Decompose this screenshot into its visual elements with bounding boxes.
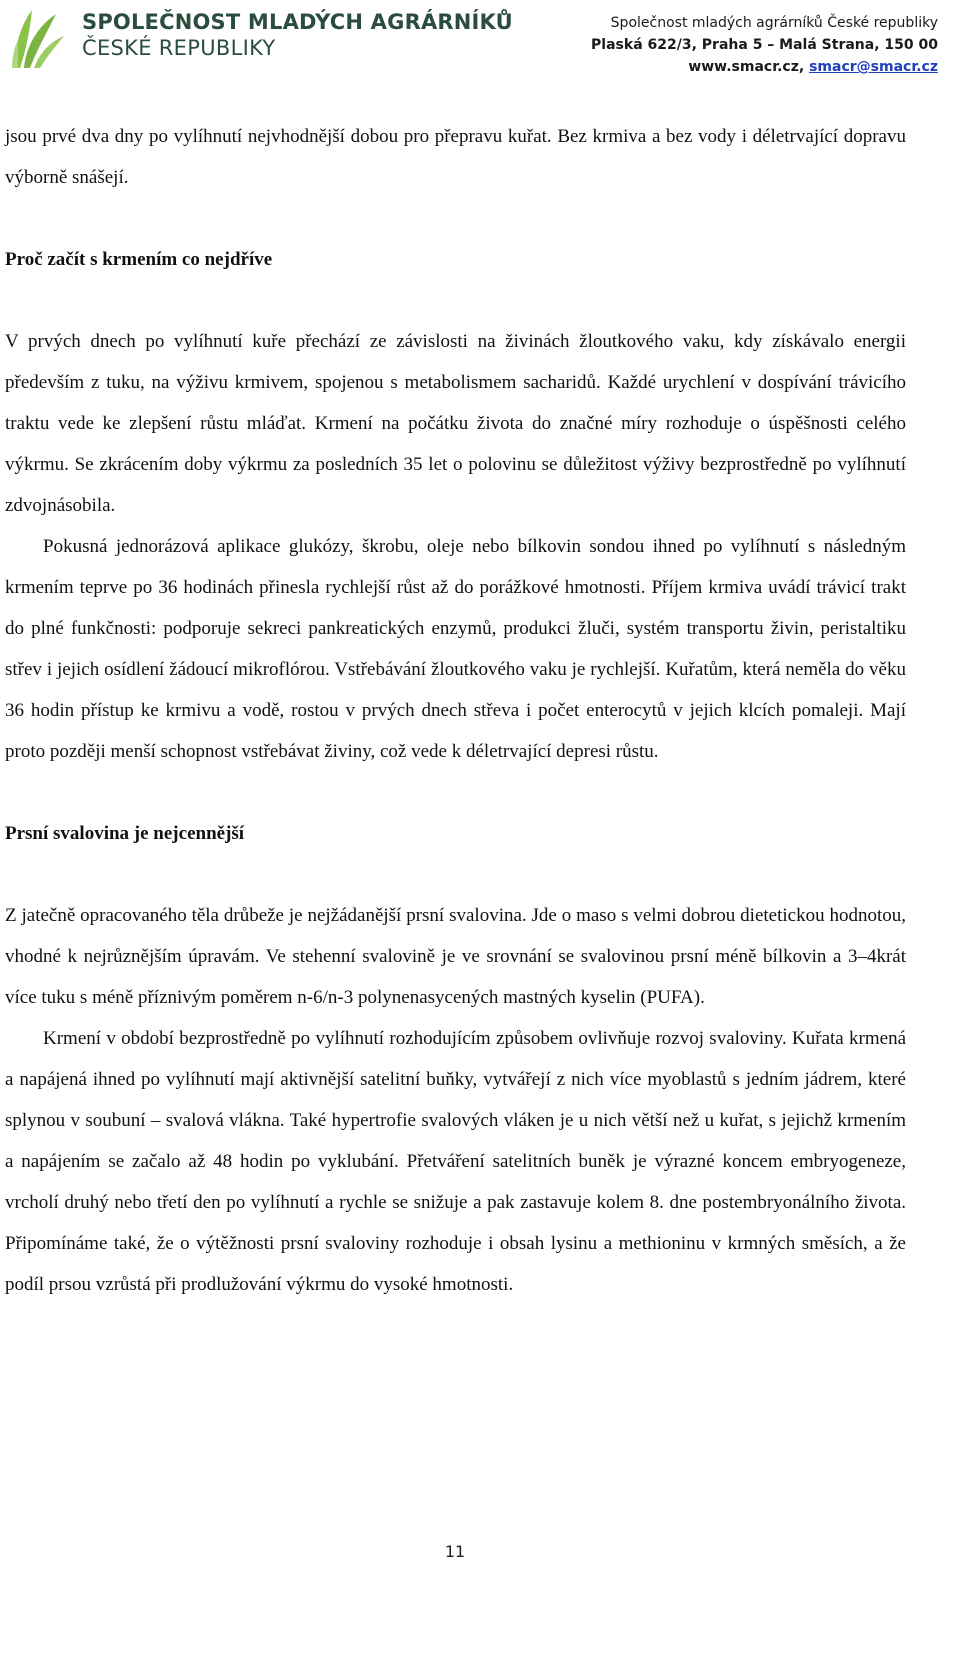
leaf-logo-icon xyxy=(10,4,66,72)
section-heading-breast-muscle: Prsní svalovina je nejcennější xyxy=(5,823,245,844)
intro-paragraph: jsou prvé dva dny po vylíhnutí nejvhodnější dobou pro přepravu kuřat. Bez krmiva a bez vody i déletrvající dopravu výborně snášejí. xyxy=(5,126,906,188)
paragraph-muscle-1: Z jatečně opracovaného těla drůbeže je nejžádanější prsní svalovina. Jde o maso s velmi dobrou dietetickou hodnotou, vhodné k nejrůznějším úpravám. Ve stehenní svalovině je ve srovnání se svalovinou prsní méně bílkovin a 3–4krát více tuku s méně příznivým poměrem n-6/n-3 polynenasycených mastných kyselin (PUFA). xyxy=(5,905,906,1008)
organization-name xyxy=(82,12,513,59)
section-heading-feeding: Proč začít s krmením co nejdříve xyxy=(5,249,273,270)
paragraph-feeding-1: V prvých dnech po vylíhnutí kuře přechází ze závislosti na živinách žloutkového vaku, kdy získávalo energii především z tuku, na výživu krmivem, spojenou s metabolismem sacharidů. Každé urychlení v dospívání trávicího traktu vede ke zlepšení růstu mláďat. Krmení na počátku života do značné míry rozhoduje o úspěšnosti celého výkrmu. Se zkrácením doby výkrmu za posledních 35 let o polovinu se důležitost výživy bezprostředně po vylíhnutí zdvojnásobila. xyxy=(5,331,906,516)
spacer xyxy=(5,280,906,321)
spacer xyxy=(5,772,906,813)
paragraph-feeding-2: Pokusná jednorázová aplikace glukózy, škrobu, oleje nebo bílkovin sondou ihned po vylíhnutí s následným krmením teprve po 36 hodinách přinesla rychlejší růst až do porážkové hmotnosti. Příjem krmiva uvádí trávicí trakt do plné funkčnosti: podporuje sekreci pankreatických enzymů, produkci žluči, systém transportu živin, peristaltiku střev i jejich osídlení žádoucí mikroflórou. Vstřebávání žloutkového vaku je rychlejší. Kuřatům, která neměla do věku 36 hodin přístup ke krmivu a vodě, rostou v prvých dnech střeva i počet enterocytů v jejich klcích pomaleji. Mají proto později menší schopnost vstřebávat živiny, což vede k déletrvající depresi růstu. xyxy=(5,536,906,762)
document-body xyxy=(5,116,906,1305)
contact-block xyxy=(591,12,938,78)
spacer xyxy=(5,854,906,895)
org-name-line2: ČESKÉ REPUBLIKY xyxy=(82,36,276,60)
paragraph-muscle-2: Krmení v období bezprostředně po vylíhnutí rozhodujícím způsobem ovlivňuje rozvoj svaloviny. Kuřata krmená a napájená ihned po vylíhnutí mají aktivnější satelitní buňky, vytvářejí z nich více myoblastů s jedním jádrem, které splynou v soubuní – svalová vlákna. Také hypertrofie svalových vláken je u nich větší než u kuřat, s jejichž krmením a napájením se začalo až 48 hodin po vyklubání. Přetváření satelitních buněk je výrazné koncem embryogeneze, vrcholí druhý nebo třetí den po vylíhnutí a rychle se snižuje a pak zastavuje kolem 8. dne postembryonálního života. Připomínáme také, že o výtěžnosti prsní svaloviny rozhoduje i obsah lysinu a methioninu v krmných směsích, a že podíl prsou vzrůstá při prodlužování výkrmu do vysoké hmotnosti. xyxy=(5,1028,906,1295)
contact-name: Společnost mladých agrárníků České republiky xyxy=(610,15,938,31)
email-link[interactable]: smacr@smacr.cz xyxy=(809,59,938,75)
contact-address: Plaská 622/3, Praha 5 – Malá Strana, 150 00 xyxy=(591,37,938,53)
contact-web-line xyxy=(591,56,938,78)
website-link[interactable]: www.smacr.cz, xyxy=(688,59,805,75)
page-header xyxy=(0,0,960,96)
spacer xyxy=(5,198,906,239)
org-name-line1: SPOLEČNOST MLADÝCH AGRÁRNÍKŮ xyxy=(82,10,513,34)
page-number: 11 xyxy=(444,1542,466,1561)
